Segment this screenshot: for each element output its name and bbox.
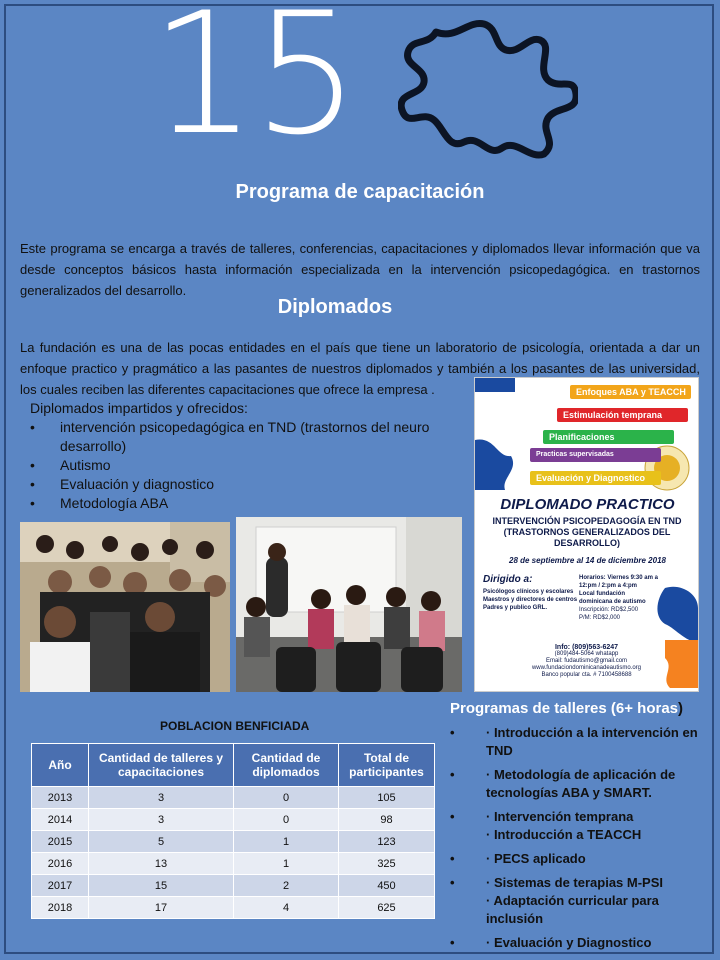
list-item [450,934,710,952]
poster-local-text: Local fundación dominicana de autismo [579,591,646,605]
table-cell: 0 [234,809,339,831]
diplomados-list-title: Diplomados impartidos y ofrecidos: [30,400,248,416]
table-cell: 1 [234,831,339,853]
meeting-photo [236,517,462,692]
intro-paragraph: Este programa se encarga a través de talleres, conferencias, capacitaciones y diplomados llevar información que va desde conceptos básicos hasta información especializada en la intervención psicopedagógica. en trastornos generalizados del desarrollo. [20,241,700,298]
table-title: POBLACION BENFICIADA [160,719,310,733]
list-item [450,850,710,868]
poster-dates: 28 de septiembre al 14 de diciembre 2018 [509,556,666,565]
list-item-text: · PECS aplicado [486,851,586,866]
list-item-text: · Introducción a la intervención en TND [486,725,698,758]
table-cell: 2018 [32,897,89,919]
poster-band: Planificaciones [543,430,674,444]
page-title: Programa de capacitación [235,181,485,203]
table-cell: 2013 [32,787,89,809]
poster-dirigido-title: Dirigido a: [483,574,533,585]
column-header: Año [32,744,89,787]
list-item: Padres y publico GRL. [483,605,548,611]
list-item-text: · Evaluación y Diagnostico [486,935,652,950]
talleres-list [450,724,710,958]
poster-dirigido-list [483,588,578,612]
table-cell: 1 [234,853,339,875]
column-header: Total de participantes [339,744,435,787]
poster-band: Estimulación temprana [557,408,688,422]
diplomados-list [30,399,450,513]
list-item [450,808,710,844]
list-item [450,766,710,802]
poster-whatsapp: (809)484-5064 whatapp [554,651,619,657]
classroom-photo [20,522,230,692]
poster-horarios-text: Horarios: Viernes 9:30 am a 12:pm / 2:pm a 4:pm [579,575,658,589]
poster-inscripcion-text: Inscripción: RD$2,500 [579,607,639,613]
list-item: • intervención psicopedagógica en TND (trastornos del neuro desarrollo) [30,418,450,456]
table-cell: 2014 [32,809,89,831]
poster-heading: DIPLOMADO PRACTICO [500,496,675,513]
list-item: Psicólogos clínicos y escolares [483,589,574,595]
list-item-text: · Sistemas de terapias M-PSI [486,875,664,890]
bullet: • [450,851,455,866]
table-row [32,853,435,875]
bullet: • [450,725,455,740]
poster-band: Practicas supervisadas [530,448,661,462]
list-item-text: · Adaptación curricular para inclusión [486,893,659,926]
table-cell: 98 [339,809,435,831]
bullet: • [450,875,455,890]
table-cell: 123 [339,831,435,853]
table-cell: 2015 [32,831,89,853]
table-cell: 2017 [32,875,89,897]
table-cell: 13 [89,853,234,875]
list-item: Maestros y directores de centros [483,597,578,603]
beneficiaries-table [31,743,435,919]
table-cell: 3 [89,787,234,809]
fundacion-paragraph: La fundación es una de las pocas entidades en el país que tiene un laboratorio de psicología, orientada a dar un enfoque practico y pragmático a las pasantes de nuestros diplomados y también a los pasantes de las universidad, los cuales reciben las diferentes capacitaciones que ofrece la empresa . [20,340,700,397]
poster-horarios [579,574,659,622]
poster-band: Evaluación y Diagnostico [530,471,661,485]
table-cell: 15 [89,875,234,897]
list-item-text: · Intervención temprana [486,809,634,824]
table-cell: 2016 [32,853,89,875]
poster-email: Email: fudautismo@gmail.com [545,658,628,664]
list-item [450,874,710,928]
table-cell: 2 [234,875,339,897]
diplomados-heading: Diplomados [277,296,393,318]
diplomado-poster [474,377,699,692]
bullet: • [450,767,455,782]
program-number: 15 [150,0,356,172]
list-item: • Autismo [30,456,450,475]
table-row [32,831,435,853]
table-row [32,809,435,831]
poster-pm-text: P/M: RD$2,000 [579,615,621,621]
bullet: • [450,809,455,824]
table-cell: 5 [89,831,234,853]
table-row [32,897,435,919]
table-cell: 4 [234,897,339,919]
talleres-heading [450,700,683,717]
table-cell: 450 [339,875,435,897]
poster-banco: Banco popular cta. # 7100458688 [541,672,632,678]
poster-web: www.fundaciondominicanadeautismo.org [531,665,642,671]
list-item [450,724,710,760]
column-header: Cantidad de diplomados [234,744,339,787]
table-cell: 625 [339,897,435,919]
poster-subheading: INTERVENCIÓN PSICOPEDAGOGÍA EN TND (TRASTORNOS GENERALIZADOS DEL DESARROLLO) [492,516,682,548]
poster-info: Info: (809)563-6247 [554,644,619,651]
column-header: Cantidad de talleres y capacitaciones [89,744,234,787]
list-item: • Evaluación y diagnostico [30,475,450,494]
list-item-text: · Introducción a TEACCH [486,827,642,842]
poster-band: Enfoques ABA y TEACCH [570,385,691,399]
table-header-row [32,744,435,787]
poster-contact [475,644,698,679]
table-row [32,875,435,897]
list-item: • Metodología ABA [30,494,450,513]
talleres-heading-text: Programas de talleres (6+ horas [450,700,679,717]
talleres-heading-end: ) [678,700,684,717]
list-item-text: · Metodología de aplicación de tecnologías ABA y SMART. [486,767,676,800]
table-cell: 0 [234,787,339,809]
table-row [32,787,435,809]
table-cell: 105 [339,787,435,809]
bullet: • [450,935,455,950]
table-cell: 3 [89,809,234,831]
table-cell: 17 [89,897,234,919]
puzzle-piece-icon [398,10,578,160]
table-cell: 325 [339,853,435,875]
